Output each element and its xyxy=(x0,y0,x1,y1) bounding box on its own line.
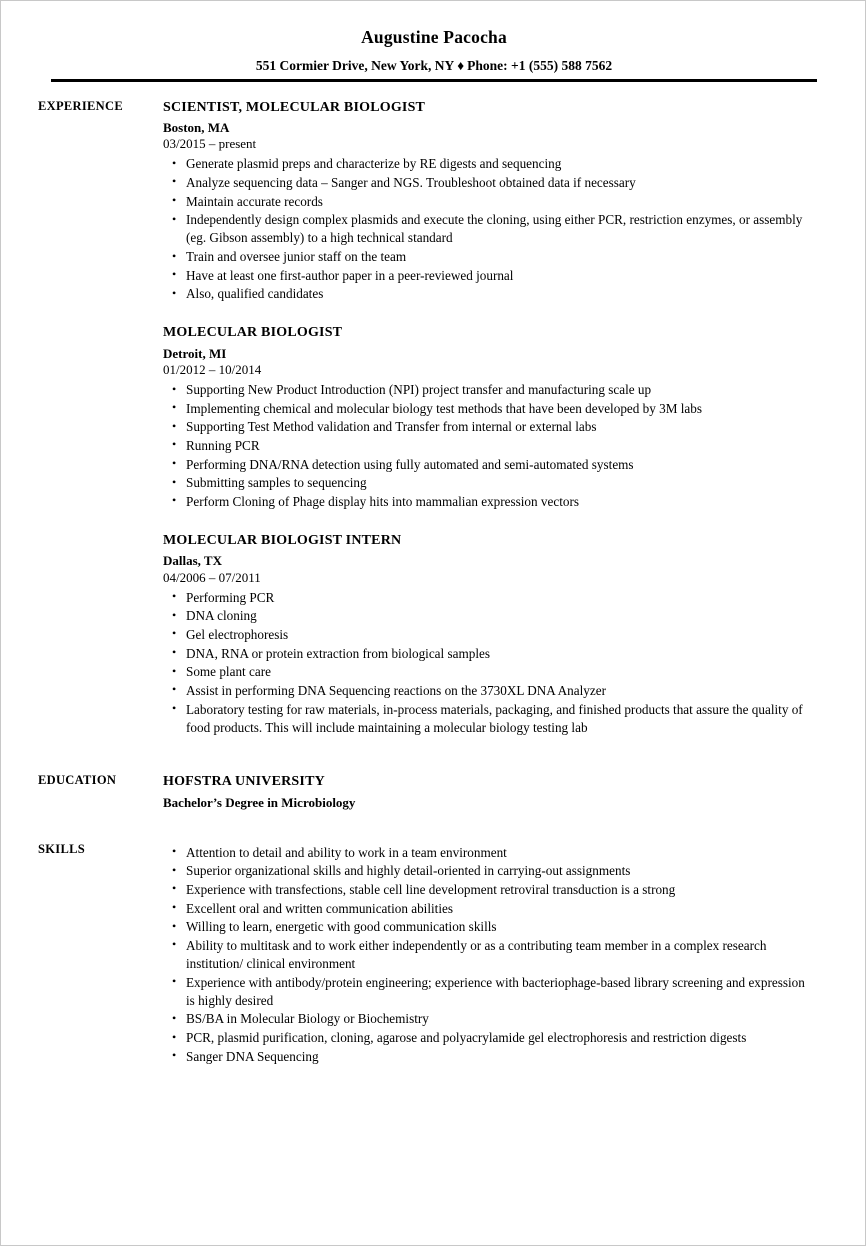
bullet-item: • Supporting New Product Introduction (NPI) project transfer and manufacturing scale up xyxy=(163,381,815,399)
job-bullet-list xyxy=(163,155,815,303)
bullet-item: • Supporting Test Method validation and Transfer from internal or external labs xyxy=(163,418,815,436)
bullet-item: • Also, qualified candidates xyxy=(163,285,815,303)
header-divider xyxy=(51,79,817,82)
bullet-item: • PCR, plasmid purification, cloning, agarose and polyacrylamide gel electrophoresis and restriction digests xyxy=(163,1029,815,1047)
resume-header xyxy=(1,1,866,82)
job-bullet-list xyxy=(163,381,815,511)
bullet-item: • Generate plasmid preps and characterize by RE digests and sequencing xyxy=(163,155,815,173)
bullet-item: • Assist in performing DNA Sequencing reactions on the 3730XL DNA Analyzer xyxy=(163,682,815,700)
job-title: MOLECULAR BIOLOGIST INTERN xyxy=(163,533,402,549)
bullet-item: • Excellent oral and written communication abilities xyxy=(163,900,815,918)
job-location: Detroit, MI xyxy=(163,345,227,361)
job-dates: 01/2012 – 10/2014 xyxy=(163,362,262,378)
bullet-item: • Perform Cloning of Phage display hits into mammalian expression vectors xyxy=(163,493,815,511)
contact-line xyxy=(1,58,866,74)
skills-bullet-list xyxy=(163,844,815,1066)
bullet-item: • DNA cloning xyxy=(163,607,815,625)
job-dates: 04/2006 – 07/2011 xyxy=(163,569,261,585)
bullet-item: • Have at least one first-author paper in a peer-reviewed journal xyxy=(163,267,815,285)
bullet-item: • Analyze sequencing data – Sanger and NGS. Troubleshoot obtained data if necessary xyxy=(163,174,815,192)
section-label-skills: SKILLS xyxy=(38,841,85,856)
bullet-item: • Ability to multitask and to work either independently or as a contributing team member in a complex research institution/ clinical environment xyxy=(163,937,815,973)
experience-body xyxy=(163,99,866,738)
education-section xyxy=(1,773,866,812)
job-title: MOLECULAR BIOLOGIST xyxy=(163,325,343,341)
bullet-item: • Train and oversee junior staff on the team xyxy=(163,248,815,266)
experience-section xyxy=(1,99,866,738)
bullet-item: • Maintain accurate records xyxy=(163,193,815,211)
job-bullet-list xyxy=(163,589,815,737)
bullet-item: • Gel electrophoresis xyxy=(163,626,815,644)
bullet-item: • Willing to learn, energetic with good communication skills xyxy=(163,918,815,936)
job-dates: 03/2015 – present xyxy=(163,136,257,152)
bullet-item: • BS/BA in Molecular Biology or Biochemistry xyxy=(163,1010,815,1028)
contact-address: 551 Cormier Drive, New York, NY xyxy=(255,58,455,73)
bullet-item: • Implementing chemical and molecular biology test methods that have been developed by 3M labs xyxy=(163,400,815,418)
job-entry xyxy=(163,532,815,737)
bullet-item: • Experience with transfections, stable cell line development retroviral transduction is a strong xyxy=(163,881,815,899)
job-location: Boston, MA xyxy=(163,119,230,135)
bullet-item: • Laboratory testing for raw materials, in-process materials, packaging, and finished products that assure the quality of food products. This will include maintaining a molecular biology testing lab xyxy=(163,701,815,737)
diamond-separator-icon: ♦ xyxy=(457,58,465,73)
bullet-item: • Independently design complex plasmids and execute the cloning, using either PCR, restriction enzymes, or assembly (eg. Gibson assembly) to a high technical standard xyxy=(163,211,815,247)
education-school: HOFSTRA UNIVERSITY xyxy=(163,774,325,790)
bullet-item: • Performing PCR xyxy=(163,589,815,607)
bullet-item: • Submitting samples to sequencing xyxy=(163,474,815,492)
skills-body xyxy=(163,842,866,1067)
bullet-item: • Experience with antibody/protein engineering; experience with bacteriophage-based library screening and expression is highly desired xyxy=(163,974,815,1010)
section-label-education: EDUCATION xyxy=(38,773,117,788)
contact-phone: Phone: +1 (555) 588 7562 xyxy=(467,58,613,73)
bullet-item: • Running PCR xyxy=(163,437,815,455)
bullet-item: • Some plant care xyxy=(163,663,815,681)
bullet-item: • Attention to detail and ability to work in a team environment xyxy=(163,844,815,862)
candidate-name: Augustine Pacocha xyxy=(361,27,507,47)
education-degree: Bachelor’s Degree in Microbiology xyxy=(163,795,356,811)
bullet-item: • Sanger DNA Sequencing xyxy=(163,1048,815,1066)
bullet-item: • DNA, RNA or protein extraction from biological samples xyxy=(163,645,815,663)
job-entry xyxy=(163,99,815,304)
job-entry xyxy=(163,324,815,511)
skills-section xyxy=(1,842,866,1067)
job-title: SCIENTIST, MOLECULAR BIOLOGIST xyxy=(163,99,426,115)
education-body xyxy=(163,773,866,812)
bullet-item: • Performing DNA/RNA detection using fully automated and semi-automated systems xyxy=(163,456,815,474)
section-label-experience: EXPERIENCE xyxy=(38,98,123,113)
job-location: Dallas, TX xyxy=(163,553,222,569)
bullet-item: • Superior organizational skills and highly detail-oriented in carrying-out assignments xyxy=(163,862,815,880)
